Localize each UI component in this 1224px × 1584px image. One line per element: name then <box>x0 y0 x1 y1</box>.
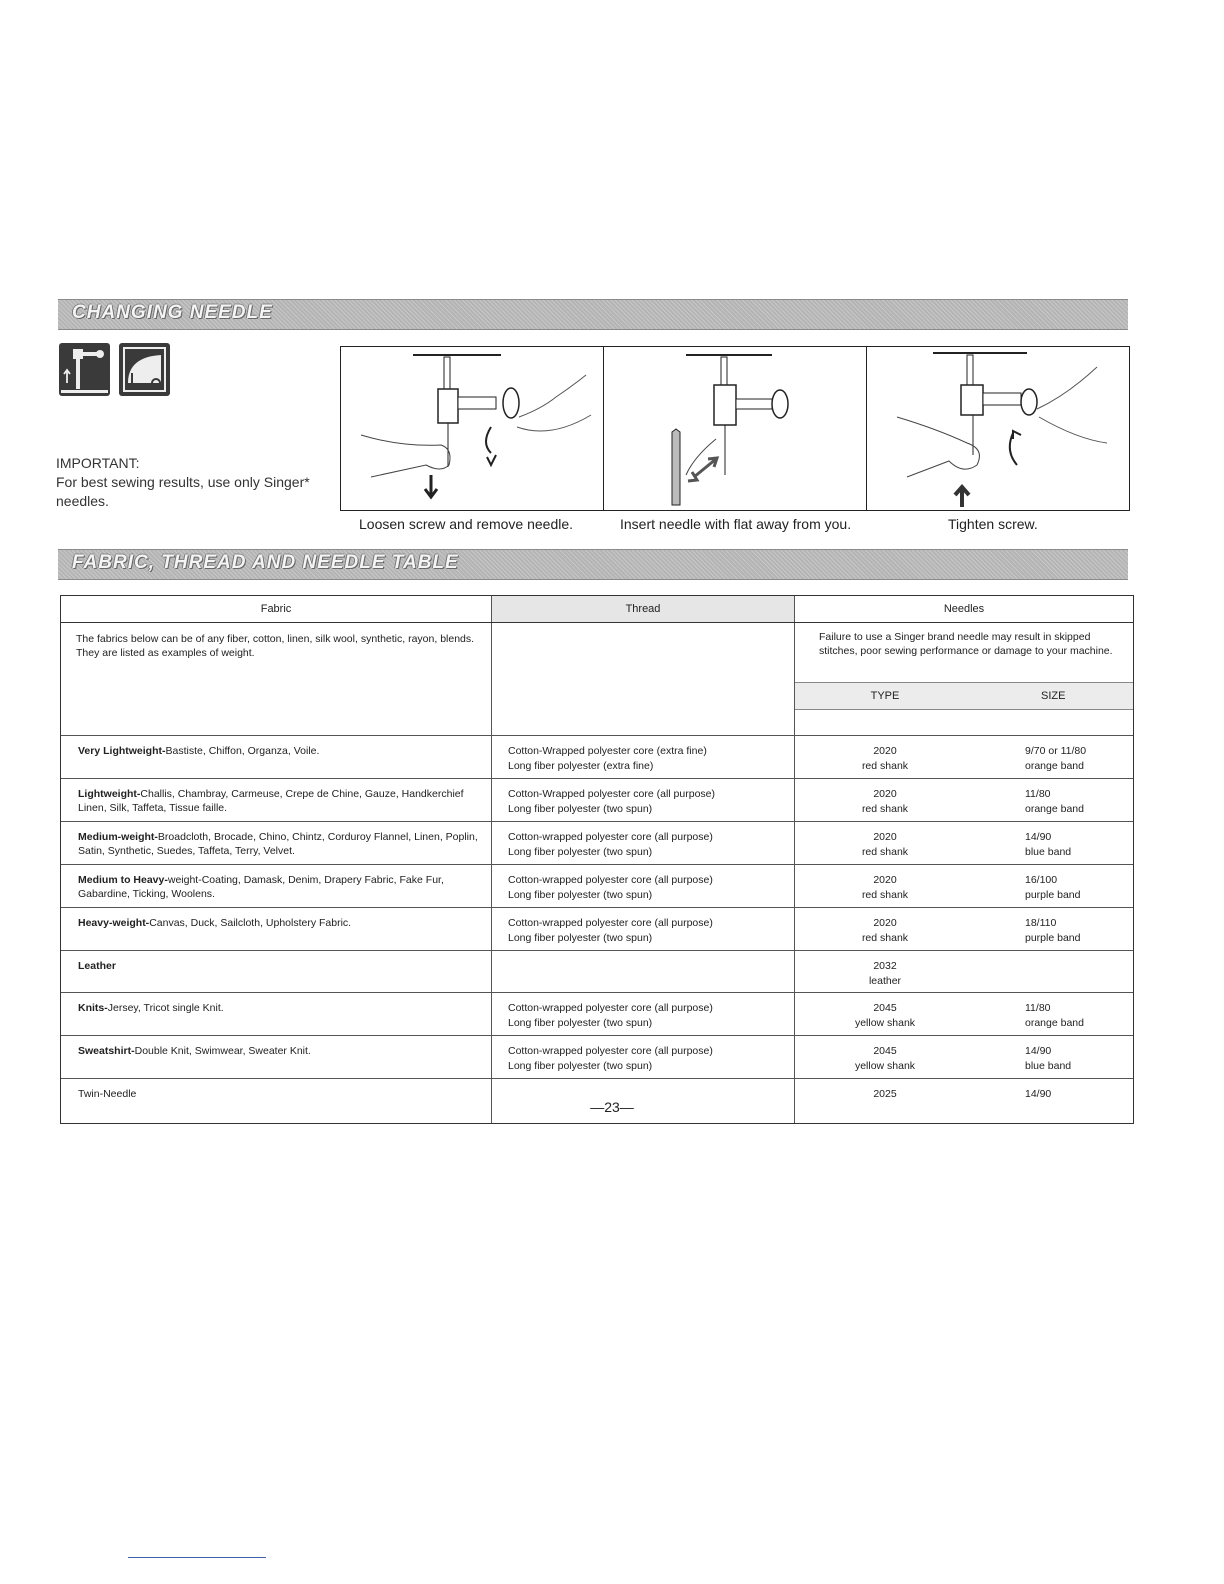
thread-line-2: Long fiber polyester (extra fine) <box>508 760 654 772</box>
fabric-examples: Twin-Needle <box>78 1088 137 1100</box>
needle-band: blue band <box>1025 846 1072 858</box>
page-number: —23— <box>590 1099 634 1115</box>
needles-cell <box>795 951 1133 989</box>
needle-shank: red shank <box>861 760 909 772</box>
needle-size: 18/110 <box>1025 917 1057 929</box>
thread-cell <box>492 951 794 963</box>
important-label: IMPORTANT: <box>56 455 140 471</box>
table-row <box>61 736 1133 779</box>
needle-type: 2025 <box>873 1088 897 1100</box>
step-1-illustration <box>341 347 604 510</box>
power-switch-off-icon <box>119 343 170 396</box>
fabric-examples: Jersey, Tricot single Knit. <box>107 1002 224 1014</box>
needle-type: 2045 <box>873 1045 897 1057</box>
size-header: SIZE <box>1041 690 1066 702</box>
needle-band: orange band <box>1025 760 1084 772</box>
fabric-cell <box>61 822 491 862</box>
thread-line-1: Cotton-wrapped polyester core (all purpose) <box>508 831 713 843</box>
fabric-cell <box>61 951 491 977</box>
type-header: TYPE <box>870 690 900 702</box>
fabric-examples: Double Knit, Swimwear, Sweater Knit. <box>134 1045 311 1057</box>
needles-cell <box>795 736 1133 774</box>
fabric-cell <box>61 993 491 1019</box>
needles-cell <box>795 1036 1133 1074</box>
needle-size: 14/90 <box>1025 1088 1052 1100</box>
fabric-weight: Medium to Heavy- <box>78 874 168 886</box>
table-row <box>61 993 1133 1036</box>
thread-cell <box>492 822 794 864</box>
header-needles: Needles <box>795 596 1134 623</box>
fabric-weight: Sweatshirt- <box>78 1045 135 1057</box>
needles-cell <box>795 908 1133 946</box>
needle-shank: yellow shank <box>854 1017 916 1029</box>
fabric-cell <box>61 1036 491 1062</box>
table-intro-row <box>61 623 1133 736</box>
fabric-examples: Canvas, Duck, Sailcloth, Upholstery Fabric. <box>149 917 352 929</box>
thread-cell <box>492 779 794 821</box>
thread-line-1: Cotton-wrapped polyester core (all purpose) <box>508 1045 713 1057</box>
needles-cell <box>795 779 1133 817</box>
intro-fabric-text: The fabrics below can be of any fiber, cotton, linen, silk wool, synthetic, rayon, blends. They are listed as examples of weight. <box>76 633 475 659</box>
thread-line-1: Cotton-Wrapped polyester core (extra fine) <box>508 745 707 757</box>
fabric-examples: weight-Coating, Damask, Denim, Drapery Fabric, Fake Fur, Gabardine, Ticking, Woolens. <box>78 874 444 900</box>
table-row <box>61 951 1133 993</box>
fabric-examples: Broadcloth, Brocade, Chino, Chintz, Corduroy Flannel, Linen, Poplin, Satin, Synthetic, Suedes, Taffeta, Terry, Velvet. <box>78 831 478 857</box>
thread-line-1: Cotton-wrapped polyester core (all purpose) <box>508 917 713 929</box>
table-section-header <box>58 549 1128 580</box>
needle-type: 2020 <box>873 745 897 757</box>
table-row <box>61 865 1133 908</box>
thread-cell <box>492 736 794 778</box>
table-header-row <box>61 596 1133 623</box>
needle-band: orange band <box>1025 803 1084 815</box>
fabric-examples: Bastiste, Chiffon, Organza, Voile. <box>165 745 320 757</box>
needle-type: 2020 <box>873 788 897 800</box>
step-2-illustration <box>604 347 867 510</box>
thread-cell <box>492 865 794 907</box>
step-3-caption: Tighten screw. <box>948 516 1038 532</box>
table-row <box>61 1036 1133 1079</box>
needle-size: 9/70 or 11/80 <box>1025 745 1087 757</box>
needles-cell <box>795 865 1133 903</box>
thread-line-2: Long fiber polyester (two spun) <box>508 803 653 815</box>
needle-band: blue band <box>1025 1060 1072 1072</box>
fabric-cell <box>61 736 491 762</box>
needle-size: 16/100 <box>1025 874 1058 886</box>
thread-line-2: Long fiber polyester (two spun) <box>508 846 653 858</box>
thread-cell <box>492 1036 794 1078</box>
thread-line-1: Cotton-wrapped polyester core (all purpose) <box>508 1002 713 1014</box>
needle-shank: red shank <box>861 932 909 944</box>
section-title: CHANGING NEEDLE <box>72 302 273 323</box>
needle-shank: leather <box>868 975 902 987</box>
fabric-cell <box>61 779 491 819</box>
important-text: For best sewing results, use only Singer* needles. <box>56 474 310 509</box>
fabric-cell <box>61 865 491 905</box>
footnote-rule <box>128 1557 266 1558</box>
needle-band: orange band <box>1025 1017 1084 1029</box>
header-fabric: Fabric <box>61 596 492 623</box>
needle-type: 2020 <box>873 874 897 886</box>
needle-shank: red shank <box>861 803 909 815</box>
needle-type: 2032 <box>873 960 897 972</box>
needles-cell <box>795 993 1133 1031</box>
changing-needle-header <box>58 299 1128 330</box>
fabric-thread-needle-table <box>60 595 1134 1124</box>
step-2-caption: Insert needle with flat away from you. <box>620 516 852 532</box>
needles-cell <box>795 822 1133 860</box>
type-size-header <box>795 682 1133 710</box>
thread-line-2: Long fiber polyester (two spun) <box>508 1060 653 1072</box>
thread-line-2: Long fiber polyester (two spun) <box>508 1017 653 1029</box>
thread-line-1: Cotton-Wrapped polyester core (all purpose) <box>508 788 715 800</box>
fabric-weight: Very Lightweight- <box>78 745 166 757</box>
fabric-weight: Leather <box>78 960 116 972</box>
needle-type: 2045 <box>873 1002 897 1014</box>
needle-size: 11/80 <box>1025 788 1051 800</box>
needle-type: 2020 <box>873 917 897 929</box>
fabric-weight: Knits- <box>78 1002 108 1014</box>
needle-type: 2020 <box>873 831 897 843</box>
needle-shank: red shank <box>861 889 909 901</box>
fabric-examples: Challis, Chambray, Carmeuse, Crepe de Chine, Gauze, Handkerchief Linen, Silk, Taffeta, Tissue faille. <box>78 788 464 814</box>
thread-cell <box>492 908 794 950</box>
table-row <box>61 822 1133 865</box>
fabric-weight: Lightweight- <box>78 788 141 800</box>
thread-cell <box>492 993 794 1035</box>
section-title: FABRIC, THREAD AND NEEDLE TABLE <box>72 552 459 573</box>
fabric-weight: Medium-weight- <box>78 831 158 843</box>
important-note <box>56 454 326 511</box>
thread-line-2: Long fiber polyester (two spun) <box>508 932 653 944</box>
intro-needles-text: Failure to use a Singer brand needle may result in skipped stitches, poor sewing performance or damage to your machine. <box>819 631 1113 657</box>
needle-shank: red shank <box>861 846 909 858</box>
table-row <box>61 779 1133 822</box>
thread-cell <box>492 1079 794 1091</box>
needle-size: 14/90 <box>1025 1045 1052 1057</box>
table-row <box>61 908 1133 951</box>
header-thread: Thread <box>492 596 795 623</box>
fabric-cell <box>61 908 491 934</box>
needle-shank: yellow shank <box>854 1060 916 1072</box>
needle-band: purple band <box>1025 932 1081 944</box>
needle-band: purple band <box>1025 889 1081 901</box>
step-1-caption: Loosen screw and remove needle. <box>359 516 574 532</box>
needle-size: 11/80 <box>1025 1002 1051 1014</box>
thread-line-1: Cotton-wrapped polyester core (all purpose) <box>508 874 713 886</box>
thread-line-2: Long fiber polyester (two spun) <box>508 889 653 901</box>
needle-size: 14/90 <box>1025 831 1052 843</box>
needle-change-illustrations <box>340 346 1130 511</box>
fabric-weight: Heavy-weight- <box>78 917 150 929</box>
unplug-plug-icon <box>59 343 110 396</box>
step-3-illustration <box>867 347 1129 510</box>
